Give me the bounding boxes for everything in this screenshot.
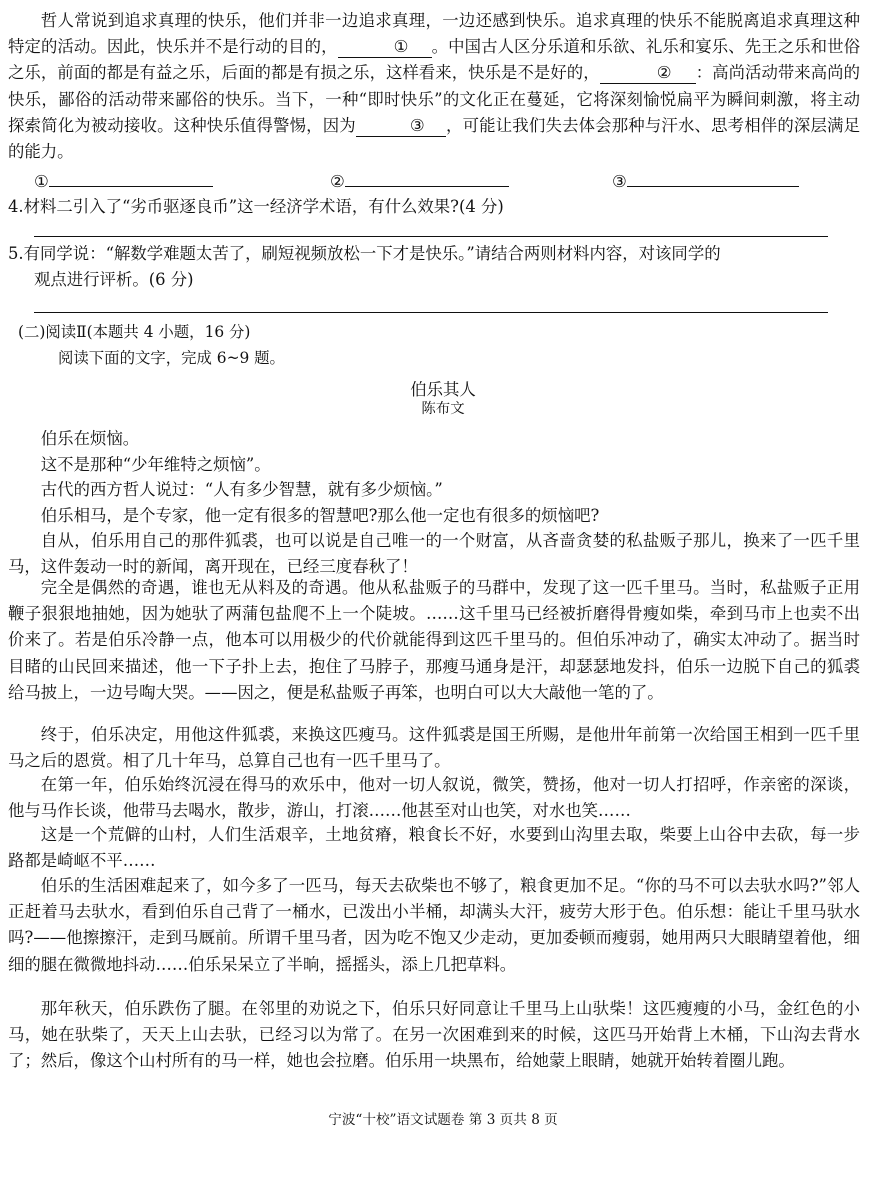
answer-rule-q5[interactable] (34, 312, 828, 313)
story-title: 伯乐其人 (410, 380, 476, 399)
blank-1: ① (338, 37, 432, 58)
story-paragraph: 这不是那种“少年维特之烦恼”。 (40, 455, 271, 474)
answer-label-2: ② (330, 172, 345, 191)
story-paragraph: 完全是偶然的奇遇，谁也无从料及的奇遇。他从私盐贩子的马群中，发现了这一匹千里马。当时，私盐贩子正用鞭子狠狠地抽她，因为她驮了两蒲包盐爬不上一个陡坡。……这千里马已经被折磨得骨瘦如柴，牵到马市上也卖不出价来了。若是伯乐冷静一点，他本可以用极少的代价就能得到这匹千里马的。但伯乐冲动了，确实太冲动了。据当时目睹的山民回来描述，他一下子扑上去，抱住了马脖子，那瘦马通身是汗，却瑟瑟地发抖，伯乐一边脱下自己的狐裘给马披上，一边号啕大哭。——因之，便是私盐贩子再笨，也明白可以大大敲他一笔的了。 (8, 578, 860, 702)
question-5-line-2: 观点进行评析。(6 分) (34, 270, 194, 289)
answer-line (330, 170, 509, 194)
page-footer: 宁波“十校”语文试题卷 第 3 页共 8 页 (328, 1112, 558, 1128)
story-paragraph: 在第一年，伯乐始终沉浸在得马的欢乐中，他对一切人叙说，微笑，赞扬，他对一切人打招呼，作亲密的深谈，他与马作长谈，他带马去喝水，散步，游山，打滚……他甚至对山也笑，对水也笑…… (8, 775, 860, 821)
passage-text: ，可能让我们失去体会那种与汗水、思考相伴的深层满足的能力。 (8, 115, 861, 162)
question-4: 4.材料二引入了“劣币驱逐良币”这一经济学术语，有什么效果?(4 分) (8, 197, 504, 216)
answer-label-3: ③ (612, 172, 627, 191)
story-paragraph: 这是一个荒僻的山村，人们生活艰辛，土地贫瘠，粮食长不好，水要到山沟里去取，柴要上山谷中去砍，每一步路都是崎岖不平…… (8, 825, 860, 871)
blank-3: ③ (356, 116, 446, 137)
story-paragraph: 伯乐相马，是个专家，他一定有很多的智慧吧?那么他一定也有很多的烦恼吧? (40, 506, 600, 525)
answer-rule-q4[interactable] (34, 236, 828, 237)
story-author: 陈布文 (421, 401, 465, 417)
passage-text: 哲人常说到追求真理的快乐，他们并非一边追求真理，一边还感到快乐。追求真理的快乐不能脱离追求真理这种特定的活动。因此，快乐并不是行动的目的， (8, 11, 860, 57)
answer-field-3[interactable] (627, 186, 799, 187)
story-paragraph: 自从，伯乐用自己的那件狐裘，也可以说是自己唯一的一个财富，从吝啬贪婪的私盐贩子那儿，换来了一匹千里马，这件轰动一时的新闻，离开现在，已经三度春秋了！ (8, 531, 860, 577)
answer-label-1: ① (34, 172, 49, 191)
section-heading: (二)阅读Ⅱ(本题共 4 小题，16 分) (18, 323, 251, 341)
blank-2: ② (600, 63, 696, 84)
answer-line (612, 170, 799, 194)
passage-paragraph (8, 8, 860, 165)
passage-text: 。中国古人区分乐道和乐欲、礼乐和宴乐、先王之乐和世俗之乐，前面的都是有益之乐，后面的都是有损之乐，这样看来，快乐是不是好的， (8, 37, 861, 83)
passage-text: ：高尚活动带来高尚的快乐，鄙俗的活动带来鄙俗的快乐。当下，一种“即时快乐”的文化正在蔓延，它将深刻愉悦扁平为瞬间刺激，将主动探索简化为被动接收。这种快乐值得警惕，因为 (8, 63, 861, 135)
story-paragraph: 伯乐的生活困难起来了，如今多了一匹马，每天去砍柴也不够了，粮食更加不足。“你的马不可以去驮水吗?”邻人正赶着马去驮水，看到伯乐自己背了一桶水，已泼出小半桶，却满头大汗，疲劳大形于色。伯乐想：能让千里马驮水吗?——他擦擦汗，走到马厩前。所谓千里马者，因为吃不饱又少走动，更加委顿而瘦弱，她用两只大眼睛望着他，细细的腿在微微地抖动……伯乐呆呆立了半晌，摇摇头，添上几把草料。 (8, 876, 860, 974)
story-paragraph: 终于，伯乐决定，用他这件狐裘，来换这匹瘦马。这件狐裘是国王所赐，是他卅年前第一次给国王相到一匹千里马之后的恩赏。相了几十年马，总算自己也有一匹千里马了。 (8, 725, 860, 771)
answer-line (34, 170, 213, 194)
section-instruction: 阅读下面的文字，完成 6~9 题。 (58, 349, 285, 367)
answer-field-1[interactable] (49, 186, 213, 187)
story-paragraph: 伯乐在烦恼。 (40, 429, 140, 448)
story-paragraph: 那年秋天，伯乐跌伤了腿。在邻里的劝说之下，伯乐只好同意让千里马上山驮柴！这匹瘦瘦的小马，金红色的小马，她在驮柴了，天天上山去驮，已经习以为常了。在另一次困难到来的时候，这匹马开始背上木桶，下山沟去背水了；然后，像这个山村所有的马一样，她也会拉磨。伯乐用一块黑布，给她蒙上眼睛，她就开始转着圈儿跑。 (8, 999, 860, 1071)
answer-field-2[interactable] (345, 186, 509, 187)
story-paragraph: 古代的西方哲人说过：“人有多少智慧，就有多少烦恼。” (40, 480, 443, 499)
question-5-line-1: 5.有同学说：“解数学难题太苦了，刷短视频放松一下才是快乐。”请结合两则材料内容，对该同学的 (8, 244, 721, 263)
